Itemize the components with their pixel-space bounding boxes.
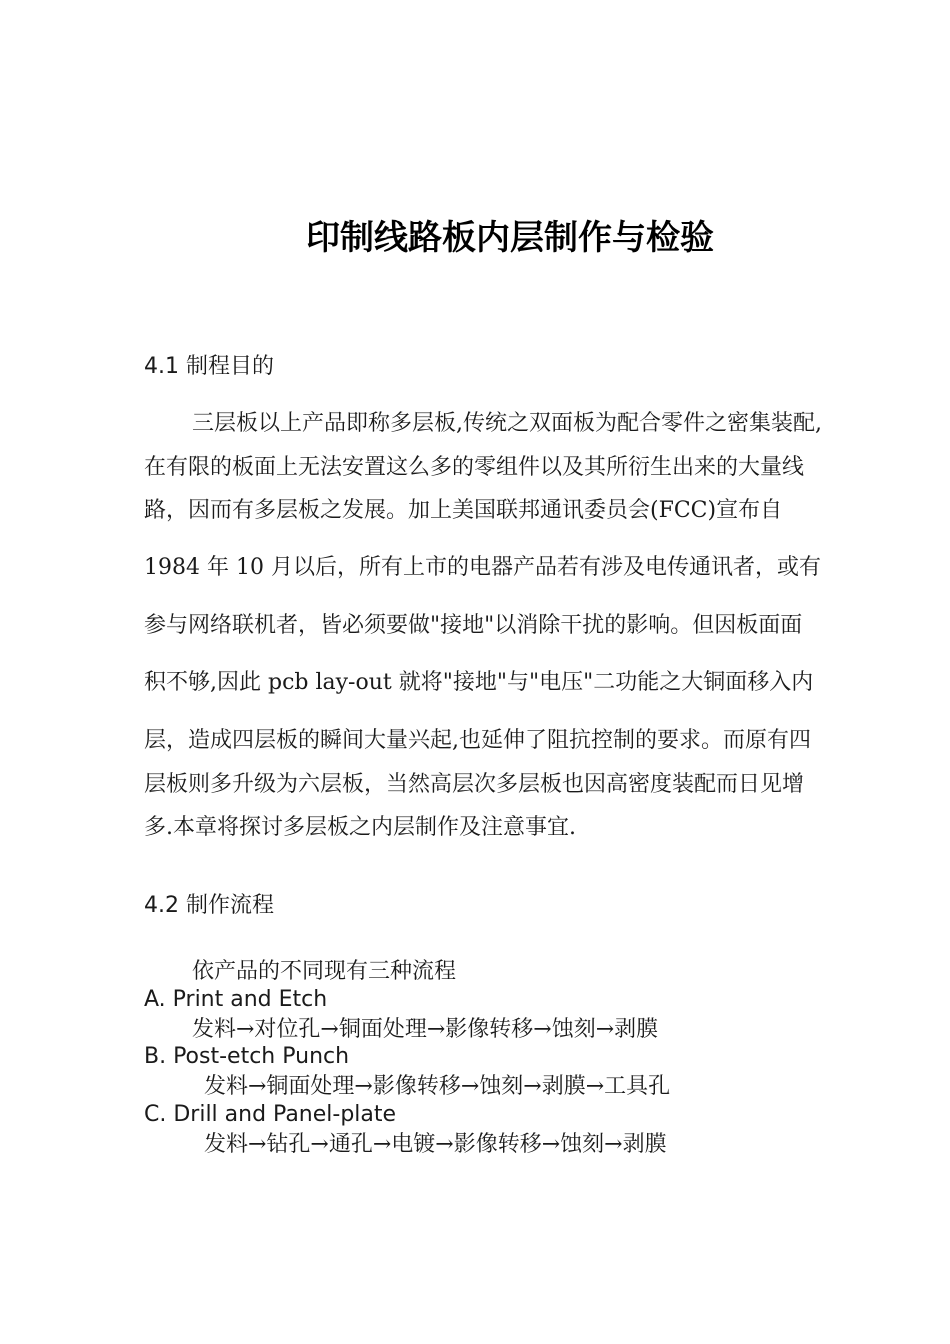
flow-name-a: A. Print and Etch [144,987,328,1012]
flow-name-c: C. Drill and Panel-plate [144,1102,397,1127]
flow-intro: 依产品的不同现有三种流程 [192,959,457,984]
paragraph-line: 路，因而有多层板之发展。加上美国联邦通讯委员会(FCC)宣布自 [144,498,783,523]
section-heading-4-2: 4.2 制作流程 [144,893,274,918]
paragraph-line: 1984 年 10 月以后，所有上市的电器产品若有涉及电传通讯者，或有 [144,555,821,580]
paragraph-line: 积不够,因此 pcb lay-out 就将"接地"与"电压"二功能之大铜面移入内 [144,670,814,695]
paragraph-line: 多.本章将探讨多层板之内层制作及注意事宜. [144,815,576,840]
flow-steps-b: 发料→铜面处理→影像转移→蚀刻→剥膜→工具孔 [204,1074,671,1099]
paragraph-line: 层板则多升级为六层板，当然高层次多层板也因高密度装配而日见增 [144,772,805,797]
flow-steps-c: 发料→钻孔→通孔→电镀→影像转移→蚀刻→剥膜 [204,1132,667,1157]
flow-name-b: B. Post-etch Punch [144,1044,350,1069]
paragraph-line: 在有限的板面上无法安置这么多的零组件以及其所衍生出来的大量线 [144,455,805,480]
paragraph-line: 三层板以上产品即称多层板,传统之双面板为配合零件之密集装配, [192,411,822,436]
flow-steps-a: 发料→对位孔→铜面处理→影像转移→蚀刻→剥膜 [192,1017,659,1042]
section-heading-4-1: 4.1 制程目的 [144,354,274,379]
paragraph-line: 层，造成四层板的瞬间大量兴起,也延伸了阻抗控制的要求。而原有四 [144,728,811,753]
paragraph-line: 参与网络联机者，皆必须要做"接地"以消除干扰的影响。但因板面面 [144,613,803,638]
document-title: 印制线路板内层制作与检验 [306,218,714,258]
